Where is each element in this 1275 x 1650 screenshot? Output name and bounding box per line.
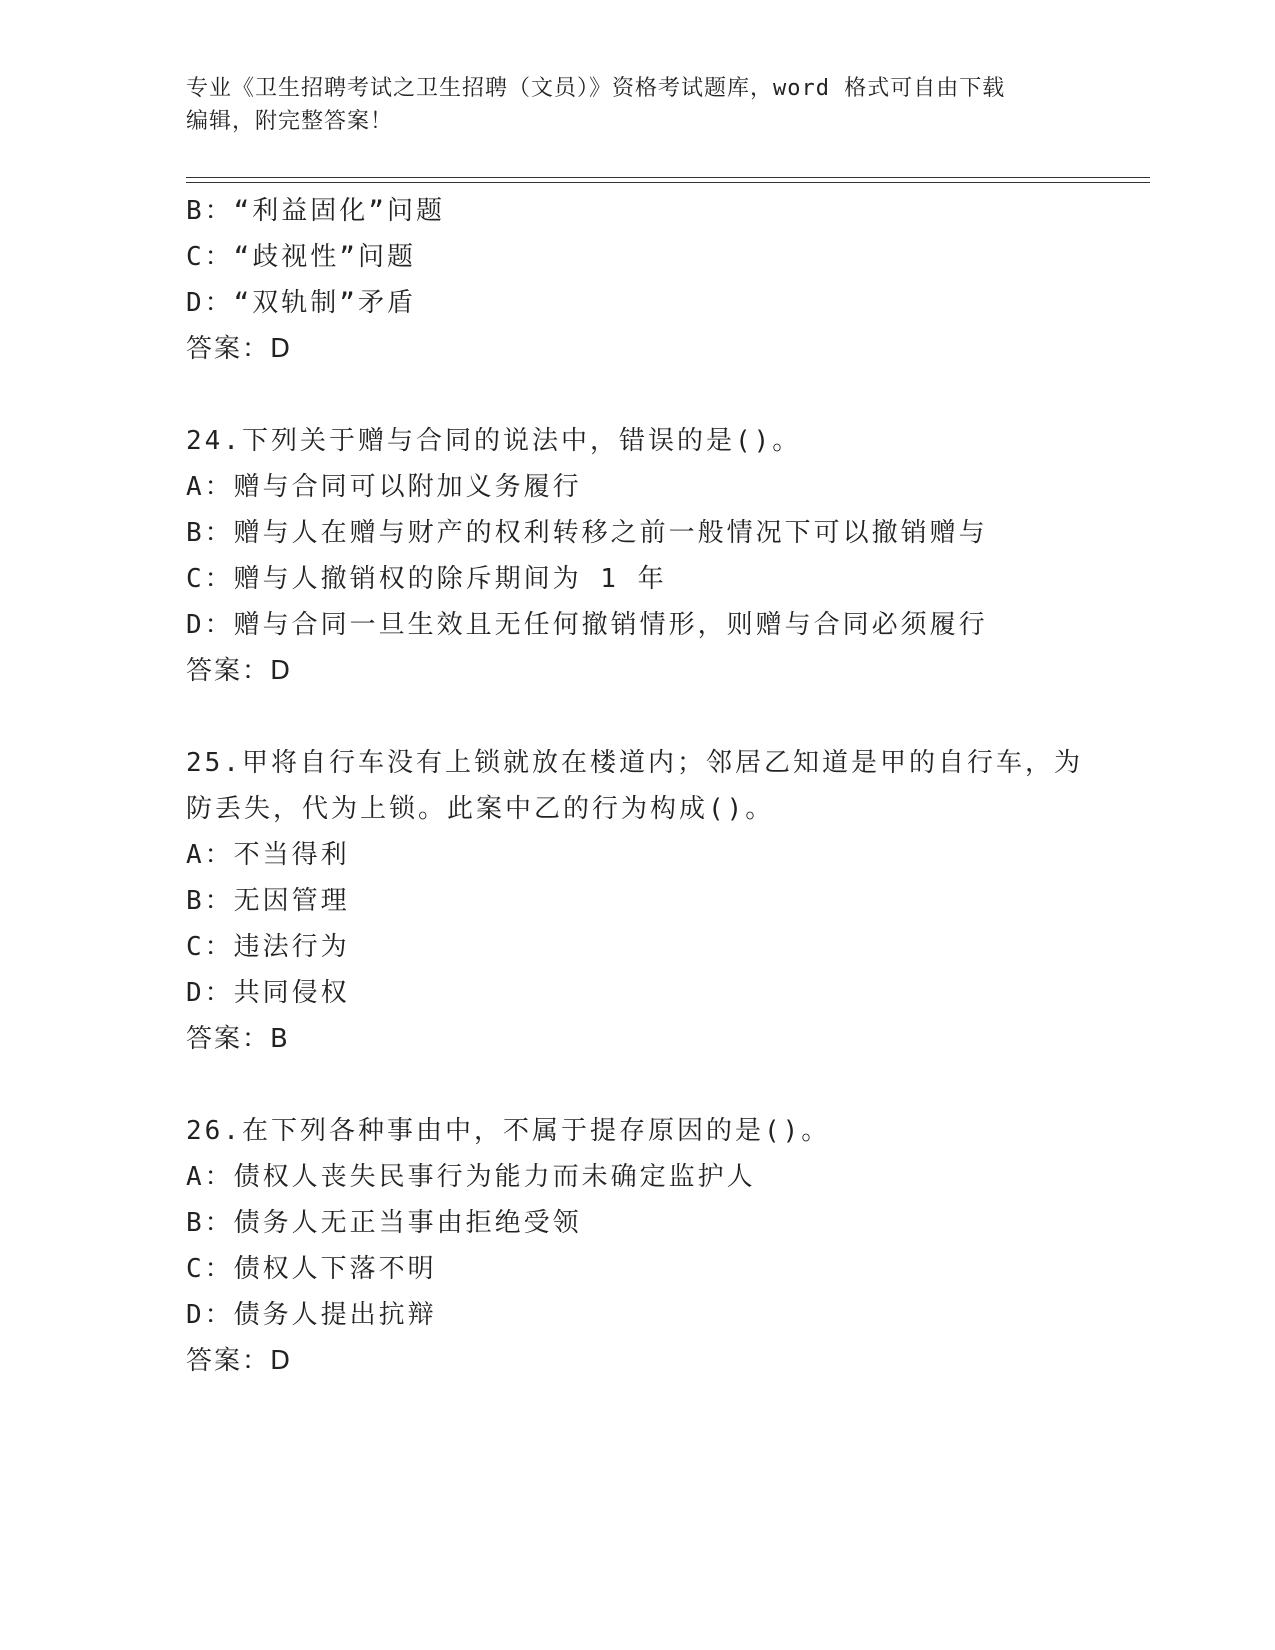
answer: 答案：D [186, 1346, 293, 1376]
option-d: D：共同侵权 [186, 978, 350, 1008]
header-line-1: 专业《卫生招聘考试之卫生招聘（文员）》资格考试题库，word 格式可自由下载 [186, 76, 1006, 101]
option-a: A：债权人丧失民事行为能力而未确定监护人 [186, 1162, 756, 1192]
spacer [186, 372, 1126, 418]
spacer [186, 694, 1126, 740]
header-line-2: 编辑，附完整答案！ [186, 109, 394, 134]
option-c: C：债权人下落不明 [186, 1254, 437, 1284]
question-stem-line-1: 25.甲将自行车没有上锁就放在楼道内；邻居乙知道是甲的自行车，为 [186, 748, 1083, 778]
answer: 答案：D [186, 334, 293, 364]
header-rule-top [186, 177, 1150, 178]
option-c: C：赠与人撤销权的除斥期间为 1 年 [186, 564, 667, 594]
spacer [186, 1062, 1126, 1108]
document-header [186, 72, 1086, 138]
answer: 答案：B [186, 1024, 290, 1054]
option-b: B：“利益固化”问题 [186, 196, 445, 226]
option-b: B：无因管理 [186, 886, 350, 916]
question-25 [186, 740, 1126, 1062]
option-a: A：不当得利 [186, 840, 350, 870]
question-24 [186, 418, 1126, 694]
question-list [186, 188, 1126, 1384]
option-a: A：赠与合同可以附加义务履行 [186, 472, 582, 502]
question-26 [186, 1108, 1126, 1384]
option-b: B：债务人无正当事由拒绝受领 [186, 1208, 582, 1238]
option-d: D：赠与合同一旦生效且无任何撤销情形，则赠与合同必须履行 [186, 610, 988, 640]
option-c: C：违法行为 [186, 932, 350, 962]
question-23-continued [186, 188, 1126, 372]
question-stem-line-2: 防丢失，代为上锁。此案中乙的行为构成()。 [186, 794, 775, 824]
option-b: B：赠与人在赠与财产的权利转移之前一般情况下可以撤销赠与 [186, 518, 988, 548]
question-stem: 24.下列关于赠与合同的说法中，错误的是()。 [186, 426, 802, 456]
option-d: D：“双轨制”矛盾 [186, 288, 416, 318]
option-d: D：债务人提出抗辩 [186, 1300, 437, 1330]
header-rule-bottom [186, 182, 1150, 183]
question-stem: 26.在下列各种事由中，不属于提存原因的是()。 [186, 1116, 831, 1146]
option-c: C：“歧视性”问题 [186, 242, 416, 272]
answer: 答案：D [186, 656, 293, 686]
